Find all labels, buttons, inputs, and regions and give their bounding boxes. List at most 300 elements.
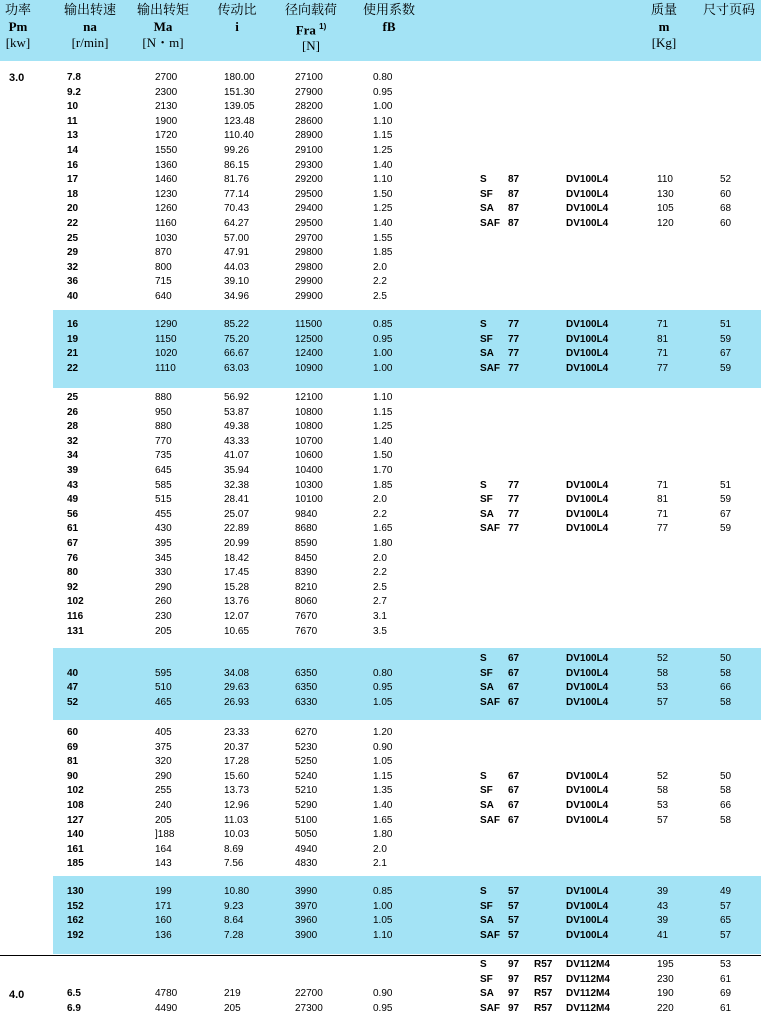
gear-type-cell: SA bbox=[480, 915, 494, 927]
table-row bbox=[0, 129, 761, 143]
dimension-page-cell: 65 bbox=[720, 915, 732, 927]
service-factor-cell: 1.85 bbox=[373, 479, 393, 491]
service-factor-cell: 2.5 bbox=[373, 581, 387, 593]
output-speed-cell: 76 bbox=[67, 552, 79, 564]
radial-load-cell: 6350 bbox=[295, 682, 318, 694]
radial-load-cell: 10300 bbox=[295, 479, 323, 491]
output-speed-cell: 6.5 bbox=[67, 988, 81, 1000]
service-factor-cell: 2.0 bbox=[373, 552, 387, 564]
gear-type-cell: SA bbox=[480, 800, 494, 811]
gear-size-cell: 97 bbox=[508, 973, 520, 985]
radial-load-cell: 29700 bbox=[295, 232, 323, 244]
ratio-cell: 17.45 bbox=[224, 567, 250, 579]
service-factor-cell: 1.85 bbox=[373, 247, 393, 259]
ratio-cell: 17.28 bbox=[224, 756, 250, 768]
radial-load-cell: 5100 bbox=[295, 814, 318, 826]
gear-size-cell: 67 bbox=[508, 682, 520, 694]
service-factor-cell: 0.95 bbox=[373, 86, 393, 98]
output-torque-cell: 515 bbox=[155, 494, 172, 506]
output-speed-cell: 32 bbox=[67, 261, 79, 273]
service-factor-cell: 1.10 bbox=[373, 929, 393, 941]
ratio-cell: 11.03 bbox=[224, 814, 249, 826]
radial-load-cell: 10400 bbox=[295, 465, 323, 476]
gear-type-cell: SAF bbox=[480, 218, 500, 229]
output-speed-cell: 140 bbox=[67, 829, 84, 841]
output-torque-cell: 715 bbox=[155, 276, 172, 288]
service-factor-cell: 0.80 bbox=[373, 72, 393, 83]
output-speed-cell: 161 bbox=[67, 843, 84, 855]
output-speed-cell: 7.8 bbox=[67, 72, 81, 83]
table-row bbox=[0, 391, 761, 405]
service-factor-cell: 3.1 bbox=[373, 611, 387, 622]
output-torque-cell: ]188 bbox=[155, 829, 175, 841]
service-factor-cell: 2.2 bbox=[373, 508, 387, 520]
gear-type-cell: SF bbox=[480, 494, 493, 506]
gear-size-cell: 57 bbox=[508, 929, 520, 941]
service-factor-cell: 1.00 bbox=[373, 362, 393, 374]
table-row bbox=[0, 1002, 761, 1016]
radial-load-cell: 27300 bbox=[295, 1002, 323, 1014]
service-factor-cell: 1.25 bbox=[373, 145, 393, 156]
motor-model-cell: DV100L4 bbox=[566, 362, 609, 374]
radial-load-cell: 27900 bbox=[295, 86, 323, 98]
extra-stage-cell: R57 bbox=[534, 959, 553, 970]
mass-cell: 81 bbox=[657, 333, 669, 345]
table-row bbox=[0, 770, 761, 784]
output-speed-cell: 127 bbox=[67, 814, 84, 826]
radial-load-cell: 28200 bbox=[295, 101, 323, 113]
gear-type-cell: SF bbox=[480, 667, 493, 679]
output-torque-cell: 164 bbox=[155, 843, 172, 855]
table-row bbox=[0, 799, 761, 813]
table-row bbox=[0, 71, 761, 85]
gear-type-cell: SAF bbox=[480, 696, 500, 708]
radial-load-cell: 5230 bbox=[295, 741, 318, 753]
gear-type-cell: SA bbox=[480, 203, 494, 215]
output-speed-cell: 19 bbox=[67, 333, 79, 345]
ratio-cell: 22.89 bbox=[224, 523, 250, 535]
output-speed-cell: 34 bbox=[67, 450, 79, 462]
service-factor-cell: 1.50 bbox=[373, 450, 393, 462]
table-row bbox=[0, 595, 761, 609]
service-factor-cell: 1.00 bbox=[373, 348, 393, 360]
ratio-cell: 151.30 bbox=[224, 86, 255, 98]
gear-size-cell: 67 bbox=[508, 770, 520, 782]
service-factor-cell: 1.05 bbox=[373, 696, 393, 708]
gear-size-cell: 57 bbox=[508, 915, 520, 927]
output-torque-cell: 2130 bbox=[155, 101, 178, 113]
service-factor-cell: 1.25 bbox=[373, 421, 393, 433]
ratio-cell: 219 bbox=[224, 988, 241, 1000]
header-service-factor: 使用系数 fB bbox=[362, 3, 415, 34]
table-row bbox=[0, 755, 761, 769]
mass-cell: 81 bbox=[657, 494, 669, 506]
output-torque-cell: 770 bbox=[155, 435, 172, 447]
table-row bbox=[0, 625, 761, 639]
table-row bbox=[0, 100, 761, 114]
ratio-cell: 23.33 bbox=[224, 727, 250, 738]
motor-model-cell: DV112M4 bbox=[566, 988, 610, 1000]
dimension-page-cell: 59 bbox=[720, 523, 732, 535]
mass-cell: 58 bbox=[657, 785, 669, 797]
mass-cell: 71 bbox=[657, 348, 669, 360]
output-speed-cell: 69 bbox=[67, 741, 79, 753]
ratio-cell: 10.65 bbox=[224, 625, 250, 637]
output-torque-cell: 2300 bbox=[155, 86, 178, 98]
motor-model-cell: DV100L4 bbox=[566, 188, 609, 200]
radial-load-cell: 6350 bbox=[295, 667, 318, 679]
ratio-cell: 70.43 bbox=[224, 203, 250, 215]
ratio-cell: 123.48 bbox=[224, 115, 255, 127]
ratio-cell: 26.93 bbox=[224, 696, 250, 708]
gear-size-cell: 77 bbox=[508, 508, 520, 520]
mass-cell: 57 bbox=[657, 814, 669, 826]
gear-size-cell: 67 bbox=[508, 785, 520, 797]
mass-cell: 71 bbox=[657, 319, 669, 330]
mass-cell: 195 bbox=[657, 959, 674, 970]
gear-size-cell: 67 bbox=[508, 653, 520, 664]
ratio-cell: 9.23 bbox=[224, 900, 244, 912]
output-speed-cell: 14 bbox=[67, 145, 79, 156]
output-torque-cell: 1900 bbox=[155, 115, 178, 127]
table-row bbox=[0, 784, 761, 798]
output-torque-cell: 405 bbox=[155, 727, 172, 738]
output-torque-cell: 735 bbox=[155, 450, 172, 462]
service-factor-cell: 1.20 bbox=[373, 727, 393, 738]
output-speed-cell: 102 bbox=[67, 596, 84, 608]
ratio-cell: 81.76 bbox=[224, 174, 250, 186]
mass-cell: 52 bbox=[657, 770, 669, 782]
radial-load-cell: 8390 bbox=[295, 567, 318, 579]
gear-type-cell: SAF bbox=[480, 1002, 500, 1014]
output-torque-cell: 870 bbox=[155, 247, 172, 259]
radial-load-cell: 28600 bbox=[295, 115, 323, 127]
table-row bbox=[0, 741, 761, 755]
output-speed-cell: 22 bbox=[67, 362, 79, 374]
gear-size-cell: 67 bbox=[508, 696, 520, 708]
gear-type-cell: SA bbox=[480, 682, 494, 694]
motor-model-cell: DV100L4 bbox=[566, 479, 609, 491]
motor-model-cell: DV100L4 bbox=[566, 696, 609, 708]
ratio-cell: 29.63 bbox=[224, 682, 250, 694]
gear-type-cell: S bbox=[480, 479, 487, 491]
gear-size-cell: 57 bbox=[508, 886, 520, 897]
service-factor-cell: 0.85 bbox=[373, 319, 393, 330]
ratio-cell: 15.60 bbox=[224, 770, 250, 782]
output-speed-cell: 36 bbox=[67, 276, 79, 288]
radial-load-cell: 12500 bbox=[295, 333, 323, 345]
table-row bbox=[0, 508, 761, 522]
ratio-cell: 56.92 bbox=[224, 392, 250, 403]
service-factor-cell: 1.05 bbox=[373, 756, 393, 768]
radial-load-cell: 27100 bbox=[295, 72, 323, 83]
radial-load-cell: 5210 bbox=[295, 785, 318, 797]
table-row bbox=[0, 566, 761, 580]
table-row bbox=[0, 681, 761, 695]
output-speed-cell: 185 bbox=[67, 858, 84, 870]
radial-load-cell: 5290 bbox=[295, 800, 318, 811]
dimension-page-cell: 60 bbox=[720, 218, 732, 229]
output-speed-cell: 81 bbox=[67, 756, 79, 768]
radial-load-cell: 7670 bbox=[295, 625, 318, 637]
ratio-cell: 63.03 bbox=[224, 362, 250, 374]
output-speed-cell: 25 bbox=[67, 232, 79, 244]
ratio-cell: 64.27 bbox=[224, 218, 250, 229]
radial-load-cell: 29400 bbox=[295, 203, 323, 215]
table-row bbox=[0, 246, 761, 260]
gear-size-cell: 57 bbox=[508, 900, 520, 912]
mass-cell: 41 bbox=[657, 929, 669, 941]
gear-type-cell: S bbox=[480, 959, 487, 970]
output-speed-cell: 152 bbox=[67, 900, 84, 912]
output-torque-cell: 950 bbox=[155, 406, 172, 418]
output-speed-cell: 47 bbox=[67, 682, 79, 694]
gear-type-cell: SAF bbox=[480, 929, 500, 941]
radial-load-cell: 29500 bbox=[295, 218, 323, 229]
table-row bbox=[0, 914, 761, 928]
table-row bbox=[0, 726, 761, 740]
ratio-cell: 39.10 bbox=[224, 276, 250, 288]
ratio-cell: 25.07 bbox=[224, 508, 250, 520]
ratio-cell: 49.38 bbox=[224, 421, 250, 433]
output-torque-cell: 430 bbox=[155, 523, 172, 535]
header-output-speed: 输出转速 na [r/min] bbox=[63, 3, 116, 50]
ratio-cell: 7.28 bbox=[224, 929, 244, 941]
dimension-page-cell: 49 bbox=[720, 886, 732, 897]
output-torque-cell: 375 bbox=[155, 741, 172, 753]
output-torque-cell: 1030 bbox=[155, 232, 178, 244]
radial-load-cell: 4830 bbox=[295, 858, 318, 870]
output-torque-cell: 4490 bbox=[155, 1002, 178, 1014]
service-factor-cell: 1.65 bbox=[373, 523, 393, 535]
ratio-cell: 28.41 bbox=[224, 494, 250, 506]
output-speed-cell: 10 bbox=[67, 101, 79, 113]
ratio-cell: 34.08 bbox=[224, 667, 250, 679]
service-factor-cell: 1.10 bbox=[373, 392, 393, 403]
dimension-page-cell: 61 bbox=[720, 973, 732, 985]
service-factor-cell: 1.50 bbox=[373, 188, 393, 200]
output-speed-cell: 32 bbox=[67, 435, 79, 447]
gear-size-cell: 87 bbox=[508, 203, 520, 215]
motor-model-cell: DV100L4 bbox=[566, 319, 609, 330]
output-torque-cell: 595 bbox=[155, 667, 172, 679]
mass-cell: 130 bbox=[657, 188, 674, 200]
radial-load-cell: 10900 bbox=[295, 362, 323, 374]
radial-load-cell: 9840 bbox=[295, 508, 318, 520]
gear-size-cell: 77 bbox=[508, 479, 520, 491]
output-speed-cell: 28 bbox=[67, 421, 79, 433]
radial-load-cell: 4940 bbox=[295, 843, 318, 855]
output-torque-cell: 1460 bbox=[155, 174, 178, 186]
output-torque-cell: 4780 bbox=[155, 988, 178, 1000]
table-row bbox=[0, 479, 761, 493]
table-row bbox=[0, 261, 761, 275]
table-row bbox=[0, 973, 761, 987]
output-speed-cell: 17 bbox=[67, 174, 79, 186]
power-value: 4.0 bbox=[9, 989, 25, 1001]
extra-stage-cell: R57 bbox=[534, 1002, 553, 1014]
radial-load-cell: 3990 bbox=[295, 886, 318, 897]
service-factor-cell: 1.00 bbox=[373, 900, 393, 912]
service-factor-cell: 1.40 bbox=[373, 218, 393, 229]
service-factor-cell: 1.15 bbox=[373, 130, 393, 142]
mass-cell: 58 bbox=[657, 667, 669, 679]
radial-load-cell: 3900 bbox=[295, 929, 318, 941]
radial-load-cell: 10600 bbox=[295, 450, 323, 462]
table-row bbox=[0, 290, 761, 304]
ratio-cell: 99.26 bbox=[224, 145, 250, 156]
gear-size-cell: 87 bbox=[508, 188, 520, 200]
dimension-page-cell: 60 bbox=[720, 188, 732, 200]
output-speed-cell: 6.9 bbox=[67, 1002, 81, 1014]
power-value: 3.0 bbox=[9, 72, 25, 84]
table-row bbox=[0, 828, 761, 842]
radial-load-cell: 22700 bbox=[295, 988, 323, 1000]
gear-type-cell: SF bbox=[480, 188, 493, 200]
table-row bbox=[0, 958, 761, 972]
ratio-cell: 66.67 bbox=[224, 348, 250, 360]
output-speed-cell: 11 bbox=[67, 115, 78, 127]
motor-model-cell: DV100L4 bbox=[566, 653, 609, 664]
table-row bbox=[0, 843, 761, 857]
motor-model-cell: DV100L4 bbox=[566, 770, 609, 782]
radial-load-cell: 8450 bbox=[295, 552, 318, 564]
ratio-cell: 77.14 bbox=[224, 188, 250, 200]
gear-type-cell: SAF bbox=[480, 523, 500, 535]
gear-type-cell: S bbox=[480, 653, 487, 664]
service-factor-cell: 1.35 bbox=[373, 785, 393, 797]
radial-load-cell: 28900 bbox=[295, 130, 323, 142]
output-torque-cell: 330 bbox=[155, 567, 172, 579]
output-torque-cell: 260 bbox=[155, 596, 172, 608]
motor-model-cell: DV100L4 bbox=[566, 523, 609, 535]
dimension-page-cell: 58 bbox=[720, 667, 732, 679]
table-row bbox=[0, 464, 761, 478]
radial-load-cell: 29800 bbox=[295, 247, 323, 259]
ratio-cell: 15.28 bbox=[224, 581, 250, 593]
table-row bbox=[0, 275, 761, 289]
table-row bbox=[0, 552, 761, 566]
radial-load-cell: 12100 bbox=[295, 392, 323, 403]
radial-load-cell: 12400 bbox=[295, 348, 323, 360]
output-speed-cell: 162 bbox=[67, 915, 84, 927]
ratio-cell: 18.42 bbox=[224, 552, 250, 564]
ratio-cell: 7.56 bbox=[224, 858, 244, 870]
mass-cell: 71 bbox=[657, 508, 669, 520]
output-torque-cell: 510 bbox=[155, 682, 172, 694]
service-factor-cell: 1.15 bbox=[373, 406, 393, 418]
output-speed-cell: 13 bbox=[67, 130, 79, 142]
dimension-page-cell: 51 bbox=[720, 479, 732, 491]
motor-model-cell: DV100L4 bbox=[566, 682, 609, 694]
service-factor-cell: 1.80 bbox=[373, 829, 393, 841]
radial-load-cell: 10700 bbox=[295, 435, 323, 447]
service-factor-cell: 1.70 bbox=[373, 465, 393, 476]
gear-size-cell: 67 bbox=[508, 667, 520, 679]
dimension-page-cell: 52 bbox=[720, 174, 732, 186]
output-speed-cell: 60 bbox=[67, 727, 79, 738]
table-row bbox=[0, 115, 761, 129]
radial-load-cell: 29300 bbox=[295, 159, 323, 171]
mass-cell: 39 bbox=[657, 915, 669, 927]
ratio-cell: 43.33 bbox=[224, 435, 250, 447]
output-torque-cell: 800 bbox=[155, 261, 172, 273]
output-speed-cell: 25 bbox=[67, 392, 79, 403]
table-row bbox=[0, 814, 761, 828]
dimension-page-cell: 66 bbox=[720, 800, 732, 811]
gear-type-cell: SAF bbox=[480, 362, 500, 374]
output-torque-cell: 880 bbox=[155, 421, 172, 433]
output-speed-cell: 16 bbox=[67, 319, 79, 330]
service-factor-cell: 0.95 bbox=[373, 1002, 393, 1014]
mass-cell: 230 bbox=[657, 973, 674, 985]
output-speed-cell: 130 bbox=[67, 886, 84, 897]
output-torque-cell: 645 bbox=[155, 465, 172, 476]
dimension-page-cell: 67 bbox=[720, 348, 732, 360]
table-row bbox=[0, 696, 761, 710]
table-row bbox=[0, 900, 761, 914]
ratio-cell: 20.99 bbox=[224, 538, 250, 549]
output-speed-cell: 18 bbox=[67, 188, 79, 200]
output-torque-cell: 205 bbox=[155, 814, 172, 826]
ratio-cell: 44.03 bbox=[224, 261, 250, 273]
radial-load-cell: 10800 bbox=[295, 406, 323, 418]
dimension-page-cell: 61 bbox=[720, 1002, 732, 1014]
gear-type-cell: SA bbox=[480, 348, 494, 360]
ratio-cell: 205 bbox=[224, 1002, 241, 1014]
output-speed-cell: 102 bbox=[67, 785, 84, 797]
radial-load-cell: 5250 bbox=[295, 756, 318, 768]
gear-size-cell: 67 bbox=[508, 814, 520, 826]
mass-cell: 110 bbox=[657, 174, 673, 186]
ratio-cell: 35.94 bbox=[224, 465, 250, 476]
table-header bbox=[0, 0, 761, 61]
dimension-page-cell: 51 bbox=[720, 319, 732, 330]
motor-model-cell: DV100L4 bbox=[566, 174, 609, 186]
motor-model-cell: DV100L4 bbox=[566, 333, 609, 345]
service-factor-cell: 2.0 bbox=[373, 843, 387, 855]
output-speed-cell: 192 bbox=[67, 929, 84, 941]
ratio-cell: 85.22 bbox=[224, 319, 250, 330]
motor-model-cell: DV112M4 bbox=[566, 959, 610, 970]
ratio-cell: 86.15 bbox=[224, 159, 250, 171]
extra-stage-cell: R57 bbox=[534, 973, 553, 985]
service-factor-cell: 1.40 bbox=[373, 435, 393, 447]
service-factor-cell: 2.7 bbox=[373, 596, 387, 608]
gear-type-cell: S bbox=[480, 319, 487, 330]
output-speed-cell: 22 bbox=[67, 218, 79, 229]
table-row bbox=[0, 885, 761, 899]
radial-load-cell: 6330 bbox=[295, 696, 318, 708]
dimension-page-cell: 53 bbox=[720, 959, 732, 970]
ratio-cell: 47.91 bbox=[224, 247, 250, 259]
service-factor-cell: 1.80 bbox=[373, 538, 393, 549]
gear-size-cell: 97 bbox=[508, 1002, 520, 1014]
service-factor-cell: 0.85 bbox=[373, 886, 393, 897]
motor-model-cell: DV100L4 bbox=[566, 814, 609, 826]
mass-cell: 71 bbox=[657, 479, 669, 491]
output-speed-cell: 29 bbox=[67, 247, 79, 259]
dimension-page-cell: 69 bbox=[720, 988, 732, 1000]
output-torque-cell: 1020 bbox=[155, 348, 178, 360]
output-speed-cell: 40 bbox=[67, 291, 79, 302]
motor-model-cell: DV100L4 bbox=[566, 218, 609, 229]
ratio-cell: 20.37 bbox=[224, 741, 250, 753]
dimension-page-cell: 50 bbox=[720, 653, 732, 664]
output-torque-cell: 230 bbox=[155, 611, 172, 622]
motor-model-cell: DV112M4 bbox=[566, 973, 610, 985]
section-divider bbox=[0, 955, 761, 956]
